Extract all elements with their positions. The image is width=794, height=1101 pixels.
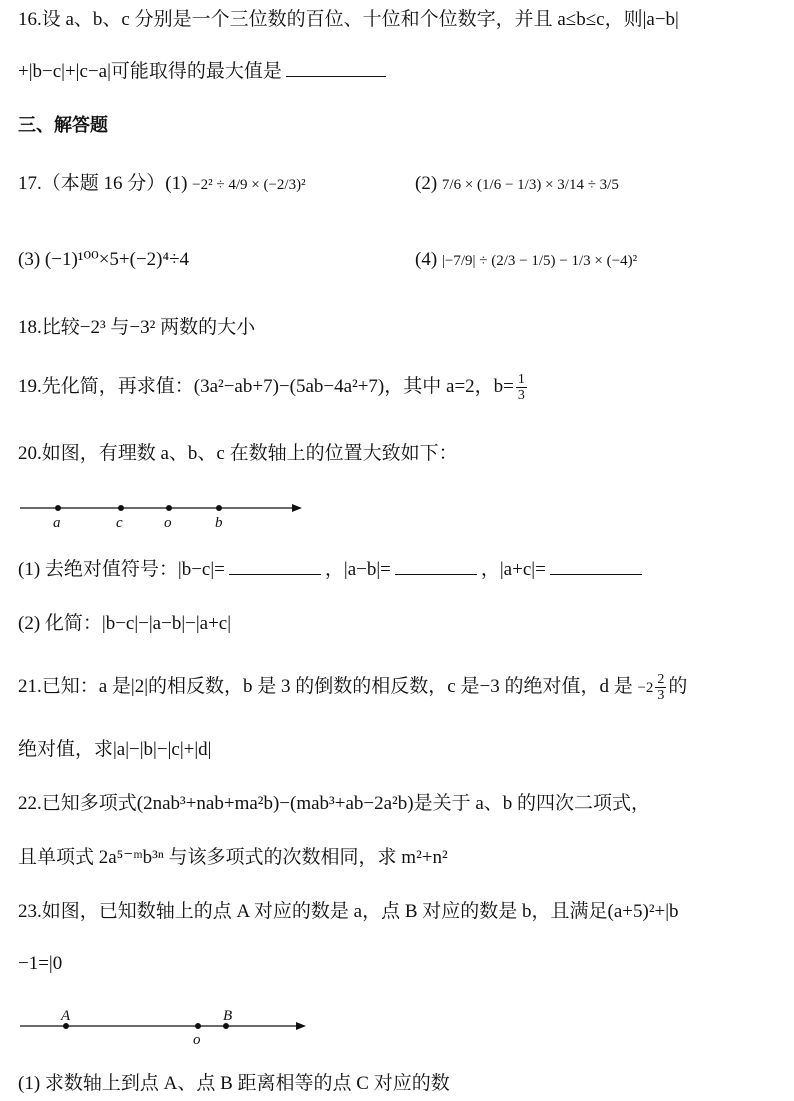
- q20-blank-1: [229, 558, 321, 575]
- q20-label-b: b: [215, 515, 223, 531]
- q20-part1: [18, 558, 646, 582]
- q19: [18, 372, 529, 403]
- q23-label-A: A: [61, 1008, 71, 1024]
- q20-part1-b: ，|a−b|=: [324, 559, 391, 580]
- q17-intro: 17.（本题 16 分）(1): [18, 173, 188, 194]
- q19-fraction: [516, 372, 527, 403]
- q19-text: 19.先化简，再求值：(3a²−ab+7)−(5ab−4a²+7)，其中 a=2，b=: [18, 375, 514, 397]
- q20-label-c: c: [116, 515, 123, 531]
- q23-line1: 23.如图，已知数轴上的点 A 对应的数是 a，点 B 对应的数是 b，且满足(a+5)²+|b: [18, 901, 679, 922]
- q20-part1-a: (1) 去绝对值符号：|b−c|=: [18, 559, 225, 580]
- section-heading: 三、解答题: [18, 115, 108, 136]
- q16-line2-text: +|b−c|+|c−a|可能取得的最大值是: [18, 61, 282, 82]
- q20-point-c: [118, 505, 124, 511]
- q20-label-o: o: [164, 515, 172, 531]
- q20-arrowhead: [292, 504, 302, 512]
- q22-line2: 且单项式 2a⁵⁻ᵐb³ⁿ 与该多项式的次数相同，求 m²+n²: [18, 847, 448, 868]
- q23-line2: −1=|0: [18, 953, 63, 974]
- q23-arrowhead: [296, 1022, 306, 1030]
- q21-mixed-frac: [655, 672, 666, 703]
- q20-intro: 20.如图，有理数 a、b、c 在数轴上的位置大致如下：: [18, 443, 458, 464]
- q21-mixed-den: 3: [657, 688, 665, 703]
- q23-part1: (1) 求数轴上到点 A、点 B 距离相等的点 C 对应的数: [18, 1073, 450, 1094]
- q19-frac-den: 3: [517, 388, 525, 403]
- q20-number-line: [18, 496, 318, 536]
- q23-label-B: B: [223, 1008, 233, 1024]
- q16-line2: [18, 60, 390, 84]
- q20-label-a: a: [53, 515, 61, 531]
- q20-point-b: [216, 505, 222, 511]
- q16-answer-blank: [286, 60, 386, 77]
- q17-p2: 7/6 × (1/6 − 1/3) × 3/14 ÷ 3/5: [441, 177, 619, 193]
- q21-mixed-num: 2: [657, 672, 665, 687]
- q17-p4-label: (4): [415, 249, 438, 270]
- q23-number-line: [18, 1006, 318, 1050]
- q21-mixed-whole: −2: [637, 679, 654, 696]
- q22-line1: 22.已知多项式(2nab³+nab+ma²b)−(mab³+ab−2a²b)是关于 a、b 的四次二项式，: [18, 793, 651, 814]
- q17-p3: (3) (−1)¹⁰⁰×5+(−2)⁴÷4: [18, 249, 190, 270]
- q17-p2-label: (2): [415, 173, 438, 194]
- q17-p4: |−7/9| ÷ (2/3 − 1/5) − 1/3 × (−4)²: [441, 253, 638, 269]
- q23-label-o: o: [193, 1032, 201, 1048]
- q21-line2: 绝对值，求|a|−|b|−|c|+|d|: [18, 739, 212, 760]
- q20-point-o: [166, 505, 172, 511]
- q18: 18.比较−2³ 与−3² 两数的大小: [18, 317, 256, 338]
- q20-part2: (2) 化简：|b−c|−|a−b|−|a+c|: [18, 613, 232, 634]
- q21-line1-tail: 的: [668, 675, 688, 697]
- q23-point-o: [195, 1023, 201, 1029]
- q20-part1-c: ，|a+c|=: [480, 559, 546, 580]
- q21-line1: [18, 672, 687, 703]
- q16-line1: 16.设 a、b、c 分别是一个三位数的百位、十位和个位数字，并且 a≤b≤c，则|a−b|: [18, 9, 679, 30]
- q20-blank-2: [395, 558, 477, 575]
- q19-frac-num: 1: [517, 372, 525, 387]
- q17-p1: −2² ÷ 4/9 × (−2/3)²: [192, 177, 306, 193]
- q17-row2-right: [415, 248, 637, 273]
- q20-blank-3: [550, 558, 642, 575]
- q17-row1: [18, 172, 306, 197]
- q17-row1-right: [415, 172, 619, 197]
- q21-line1-text: 21.已知：a 是|2|的相反数，b 是 3 的倒数的相反数，c 是−3 的绝对值，d 是: [18, 675, 633, 697]
- q20-point-a: [55, 505, 61, 511]
